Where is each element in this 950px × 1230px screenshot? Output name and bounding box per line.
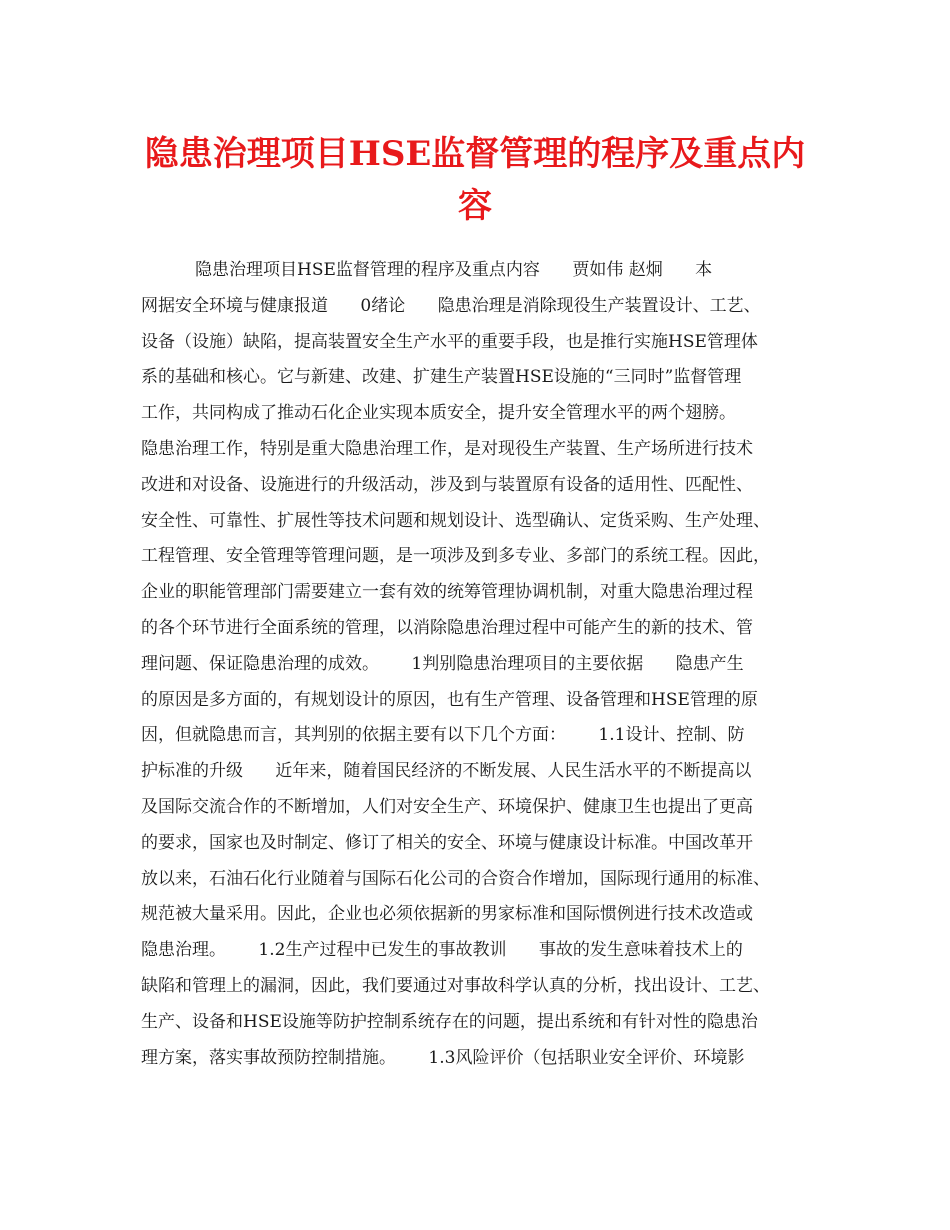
body-line: 的原因是多方面的，有规划设计的原因，也有生产管理、设备管理和HSE管理的原 [141, 689, 758, 710]
body-line: 隐患治理项目HSE监督管理的程序及重点内容 贾如伟 赵炯 本 [141, 260, 713, 280]
title-line-1: 隐患治理项目HSE监督管理的程序及重点内 [144, 134, 806, 174]
body-line: 的要求，国家也及时制定、修订了相关的安全、环境与健康设计标准。中国改革开 [141, 832, 753, 853]
document-title [120, 128, 830, 232]
body-line: 理问题、保证隐患治理的成效。 1判别隐患治理项目的主要依据 隐患产生 [141, 653, 744, 674]
body-line: 工程管理、安全管理等管理问题，是一项涉及到多专业、多部门的系统工程。因此， [141, 546, 770, 567]
body-line: 网据安全环境与健康报道 0绪论 隐患治理是消除现役生产装置设计、工艺、 [141, 295, 761, 316]
body-line: 企业的职能管理部门需要建立一套有效的统筹管理协调机制，对重大隐患治理过程 [141, 582, 753, 603]
body-line: 安全性、可靠性、扩展性等技术问题和规划设计、选型确认、定货采购、生产处理、 [141, 510, 770, 531]
body-line: 及国际交流合作的不断增加，人们对安全生产、环境保护、健康卫生也提出了更高 [141, 796, 753, 817]
body-line: 的各个环节进行全面系统的管理，以消除隐患治理过程中可能产生的新的技术、管 [141, 617, 753, 638]
title-line-2: 容 [458, 186, 492, 226]
body-line: 改进和对设备、设施进行的升级活动，涉及到与装置原有设备的适用性、匹配性、 [141, 474, 753, 495]
body-line: 因，但就隐患而言，其判别的依据主要有以下几个方面： 1.1设计、控制、防 [141, 725, 745, 746]
body-line: 缺陷和管理上的漏洞，因此，我们要通过对事故科学认真的分析，找出设计、工艺、 [141, 975, 770, 996]
body-line: 隐患治理。 1.2生产过程中已发生的事故教训 事故的发生意味着技术上的 [141, 940, 743, 961]
body-line: 隐患治理工作，特别是重大隐患治理工作，是对现役生产装置、生产场所进行技术 [141, 438, 753, 459]
body-line: 放以来，石油石化行业随着与国际石化公司的合资合作增加，国际现行通用的标准、 [141, 868, 770, 889]
body-line: 护标准的升级 近年来，随着国民经济的不断发展、人民生活水平的不断提高以 [141, 761, 752, 782]
body-line: 规范被大量采用。因此，企业也必须依据新的男家标准和国际惯例进行技术改造或 [141, 904, 753, 925]
body-line: 工作，共同构成了推动石化企业实现本质安全，提升安全管理水平的两个翅膀。 [141, 403, 736, 424]
body-line: 设备（设施）缺陷，提高装置安全生产水平的重要手段，也是推行实施HSE管理体 [141, 331, 758, 352]
body-line: 系的基础和核心。它与新建、改建、扩建生产装置HSE设施的“三同时”监督管理 [141, 367, 742, 388]
body-line: 生产、设备和HSE设施等防护控制系统存在的问题，提出系统和有针对性的隐患治 [141, 1011, 758, 1032]
document-body [141, 253, 826, 1076]
body-line: 理方案，落实事故预防控制措施。 1.3风险评价（包括职业安全评价、环境影 [141, 1047, 745, 1068]
